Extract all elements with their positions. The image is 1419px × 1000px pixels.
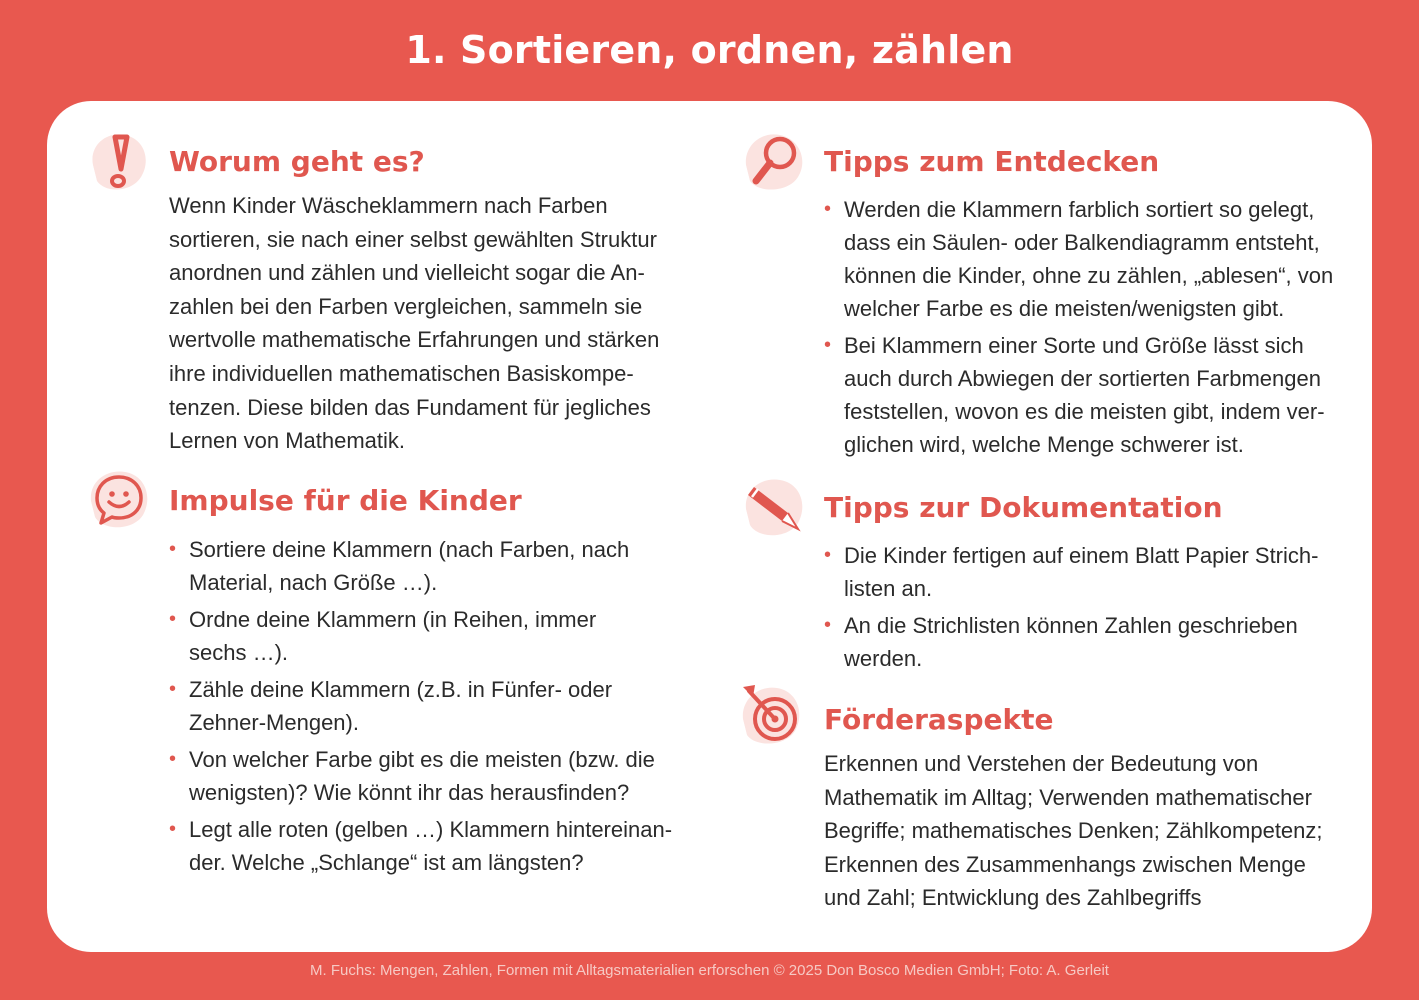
list-item: • Ordne deine Klammern (in Reihen, immer sechs …). — [169, 603, 689, 669]
list-item: • Zähle deine Klammern (z.B. in Fünfer- oder Zehner-Mengen). — [169, 673, 689, 739]
target-icon — [735, 677, 805, 747]
pencil-icon — [740, 473, 810, 543]
list-item: • Von welcher Farbe gibt es die meisten (bzw. die wenigsten)? Wie könnt ihr das herausfinden? — [169, 743, 689, 809]
text-line: Lernen von Mathematik. — [169, 428, 406, 454]
text-line: Erkennen des Zusammenhangs zwischen Menge — [824, 851, 1306, 877]
text-line: tenzen. Diese bilden das Fundament für jegliches — [169, 394, 651, 420]
text-line: zahlen bei den Farben vergleichen, sammeln sie — [169, 293, 643, 319]
dokumentation-list — [824, 539, 1354, 679]
foerder-text — [824, 747, 1354, 915]
list-item: • An die Strichlisten können Zahlen geschrieben werden. — [824, 609, 1354, 675]
text-line: Mathematik im Alltag; Verwenden mathematischer — [824, 784, 1312, 810]
text-line: und Zahl; Entwicklung des Zahlbegriffs — [824, 885, 1202, 911]
impulse-list — [169, 533, 689, 883]
list-item: • Die Kinder fertigen auf einem Blatt Papier Strich- listen an. — [824, 539, 1354, 605]
entdecken-list — [824, 193, 1354, 465]
text-line: sortieren, sie nach einer selbst gewählten Struktur — [169, 226, 657, 252]
impulse-heading: Impulse für die Kinder — [169, 484, 522, 517]
list-item: • Werden die Klammern farblich sortiert so gelegt, dass ein Säulen- oder Balkendiagramm entsteht, können die Kinder, ohne zu zählen, „ablesen“, von welcher Farbe es die meisten/wenigsten gibt. — [824, 193, 1354, 325]
worum-text — [169, 189, 689, 458]
dokumentation-heading: Tipps zur Dokumentation — [824, 491, 1223, 524]
page-title: 1. Sortieren, ordnen, zählen — [405, 28, 1014, 72]
text-line: Wenn Kinder Wäscheklammern nach Farben — [169, 193, 608, 218]
text-line: ihre individuellen mathematischen Basiskompe- — [169, 360, 634, 386]
footer-credit: M. Fuchs: Mengen, Zahlen, Formen mit Alltagsmaterialien erforschen © 2025 Don Bosco Medien GmbH; Foto: A. Gerleit — [310, 962, 1109, 979]
text-line: Erkennen und Verstehen der Bedeutung von — [824, 751, 1259, 776]
worum-heading: Worum geht es? — [169, 145, 425, 178]
list-item: • Sortiere deine Klammern (nach Farben, nach Material, nach Größe …). — [169, 533, 689, 599]
list-item: • Bei Klammern einer Sorte und Größe lässt sich auch durch Abwiegen der sortierten Farbmengen feststellen, wovon es die meisten gibt, indem ver- glichen wird, welche Menge schwerer ist. — [824, 329, 1354, 461]
foerder-heading: Förderaspekte — [824, 703, 1054, 736]
list-item: • Legt alle roten (gelben …) Klammern hintereinan- der. Welche „Schlange“ ist am längsten? — [169, 813, 689, 879]
content-card — [47, 101, 1372, 952]
text-line: wertvolle mathematische Erfahrungen und stärken — [169, 327, 660, 353]
entdecken-heading: Tipps zum Entdecken — [824, 145, 1160, 178]
magnifier-icon — [740, 127, 810, 197]
text-line: anordnen und zählen und vielleicht sogar die An- — [169, 260, 645, 286]
smiley-icon — [85, 465, 155, 535]
exclamation-icon — [85, 127, 155, 197]
text-line: Begriffe; mathematisches Denken; Zählkompetenz; — [824, 818, 1323, 844]
